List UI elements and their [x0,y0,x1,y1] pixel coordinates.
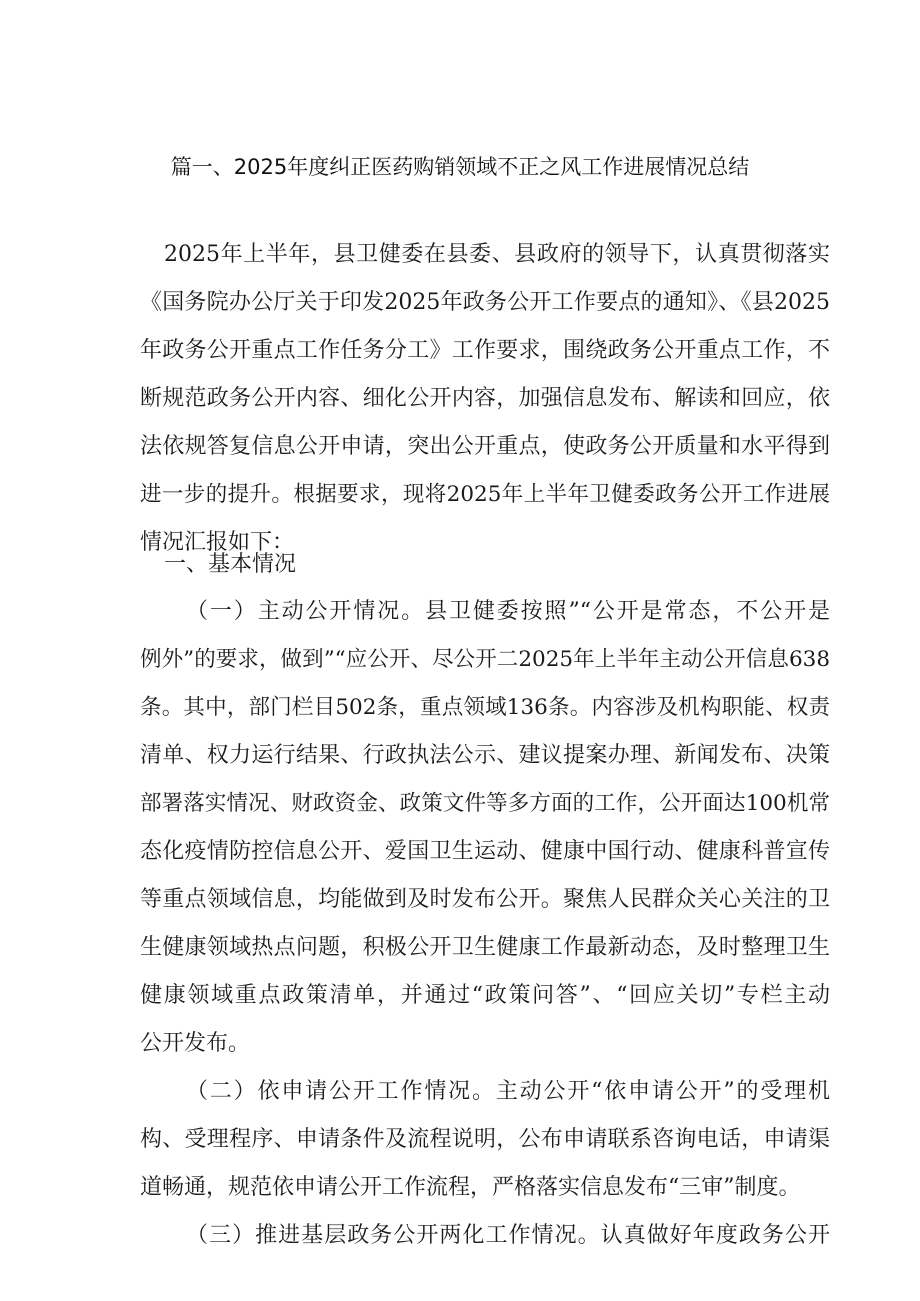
document-title: 篇一、2025年度纠正医药购销领域不正之风工作进展情况总结 [170,155,750,179]
paragraph-line: 例外”的要求，做到”“应公开、尽公开二2025年上半年主动公开信息638 [140,647,830,672]
paragraph-line: （一）主动公开情况。县卫健委按照”“公开是常态，不公开是 [186,599,830,624]
section-heading: 一、基本情况 [164,552,297,577]
paragraph-line: （二）依申请公开工作情况。主动公开“依申请公开”的受理机 [186,1079,830,1104]
paragraph-line: 构、受理程序、申请条件及流程说明，公布申请联系咨询电话，申请渠 [140,1127,830,1152]
paragraph-line: （三）推进基层政务公开两化工作情况。认真做好年度政务公开 [186,1223,830,1248]
paragraph-line: 部署落实情况、财政资金、政策文件等多方面的工作，公开面达100机常 [140,791,830,816]
intro-line: 法依规答复信息公开申请，突出公开重点，使政务公开质量和水平得到 [140,434,830,459]
intro-line: 进一步的提升。根据要求，现将2025年上半年卫健委政务公开工作进展 [140,482,830,507]
paragraph-line: 清单、权力运行结果、行政执法公示、建议提案办理、新闻发布、决策 [140,743,830,768]
intro-line: 年政务公开重点工作任务分工》工作要求，围绕政务公开重点工作，不 [140,338,830,363]
paragraph-line: 道畅通，规范依申请公开工作流程，严格落实信息发布“三审”制度。 [140,1175,801,1200]
paragraph-line: 健康领域重点政策清单，并通过“政策问答”、“回应关切”专栏主动 [140,983,830,1008]
paragraph-line: 条。其中，部门栏目502条，重点领域136条。内容涉及机构职能、权责 [140,695,830,720]
paragraph-line: 态化疫情防控信息公开、爱国卫生运动、健康中国行动、健康科普宣传 [140,839,830,864]
paragraph-line: 生健康领域热点问题，积极公开卫生健康工作最新动态，及时整理卫生 [140,935,830,960]
paragraph-line: 公开发布。 [140,1031,251,1056]
intro-line: 《国务院办公厅关于印发2025年政务公开工作要点的通知》、《县2025 [140,290,830,315]
intro-line: 断规范政务公开内容、细化公开内容，加强信息发布、解读和回应，依 [140,386,830,411]
intro-line: 2025年上半年，县卫健委在县委、县政府的领导下，认真贯彻落实 [164,242,830,267]
paragraph-line: 等重点领域信息，均能做到及时发布公开。聚焦人民群众关心关注的卫 [140,887,830,912]
intro-line: 情况汇报如下： [140,530,295,555]
